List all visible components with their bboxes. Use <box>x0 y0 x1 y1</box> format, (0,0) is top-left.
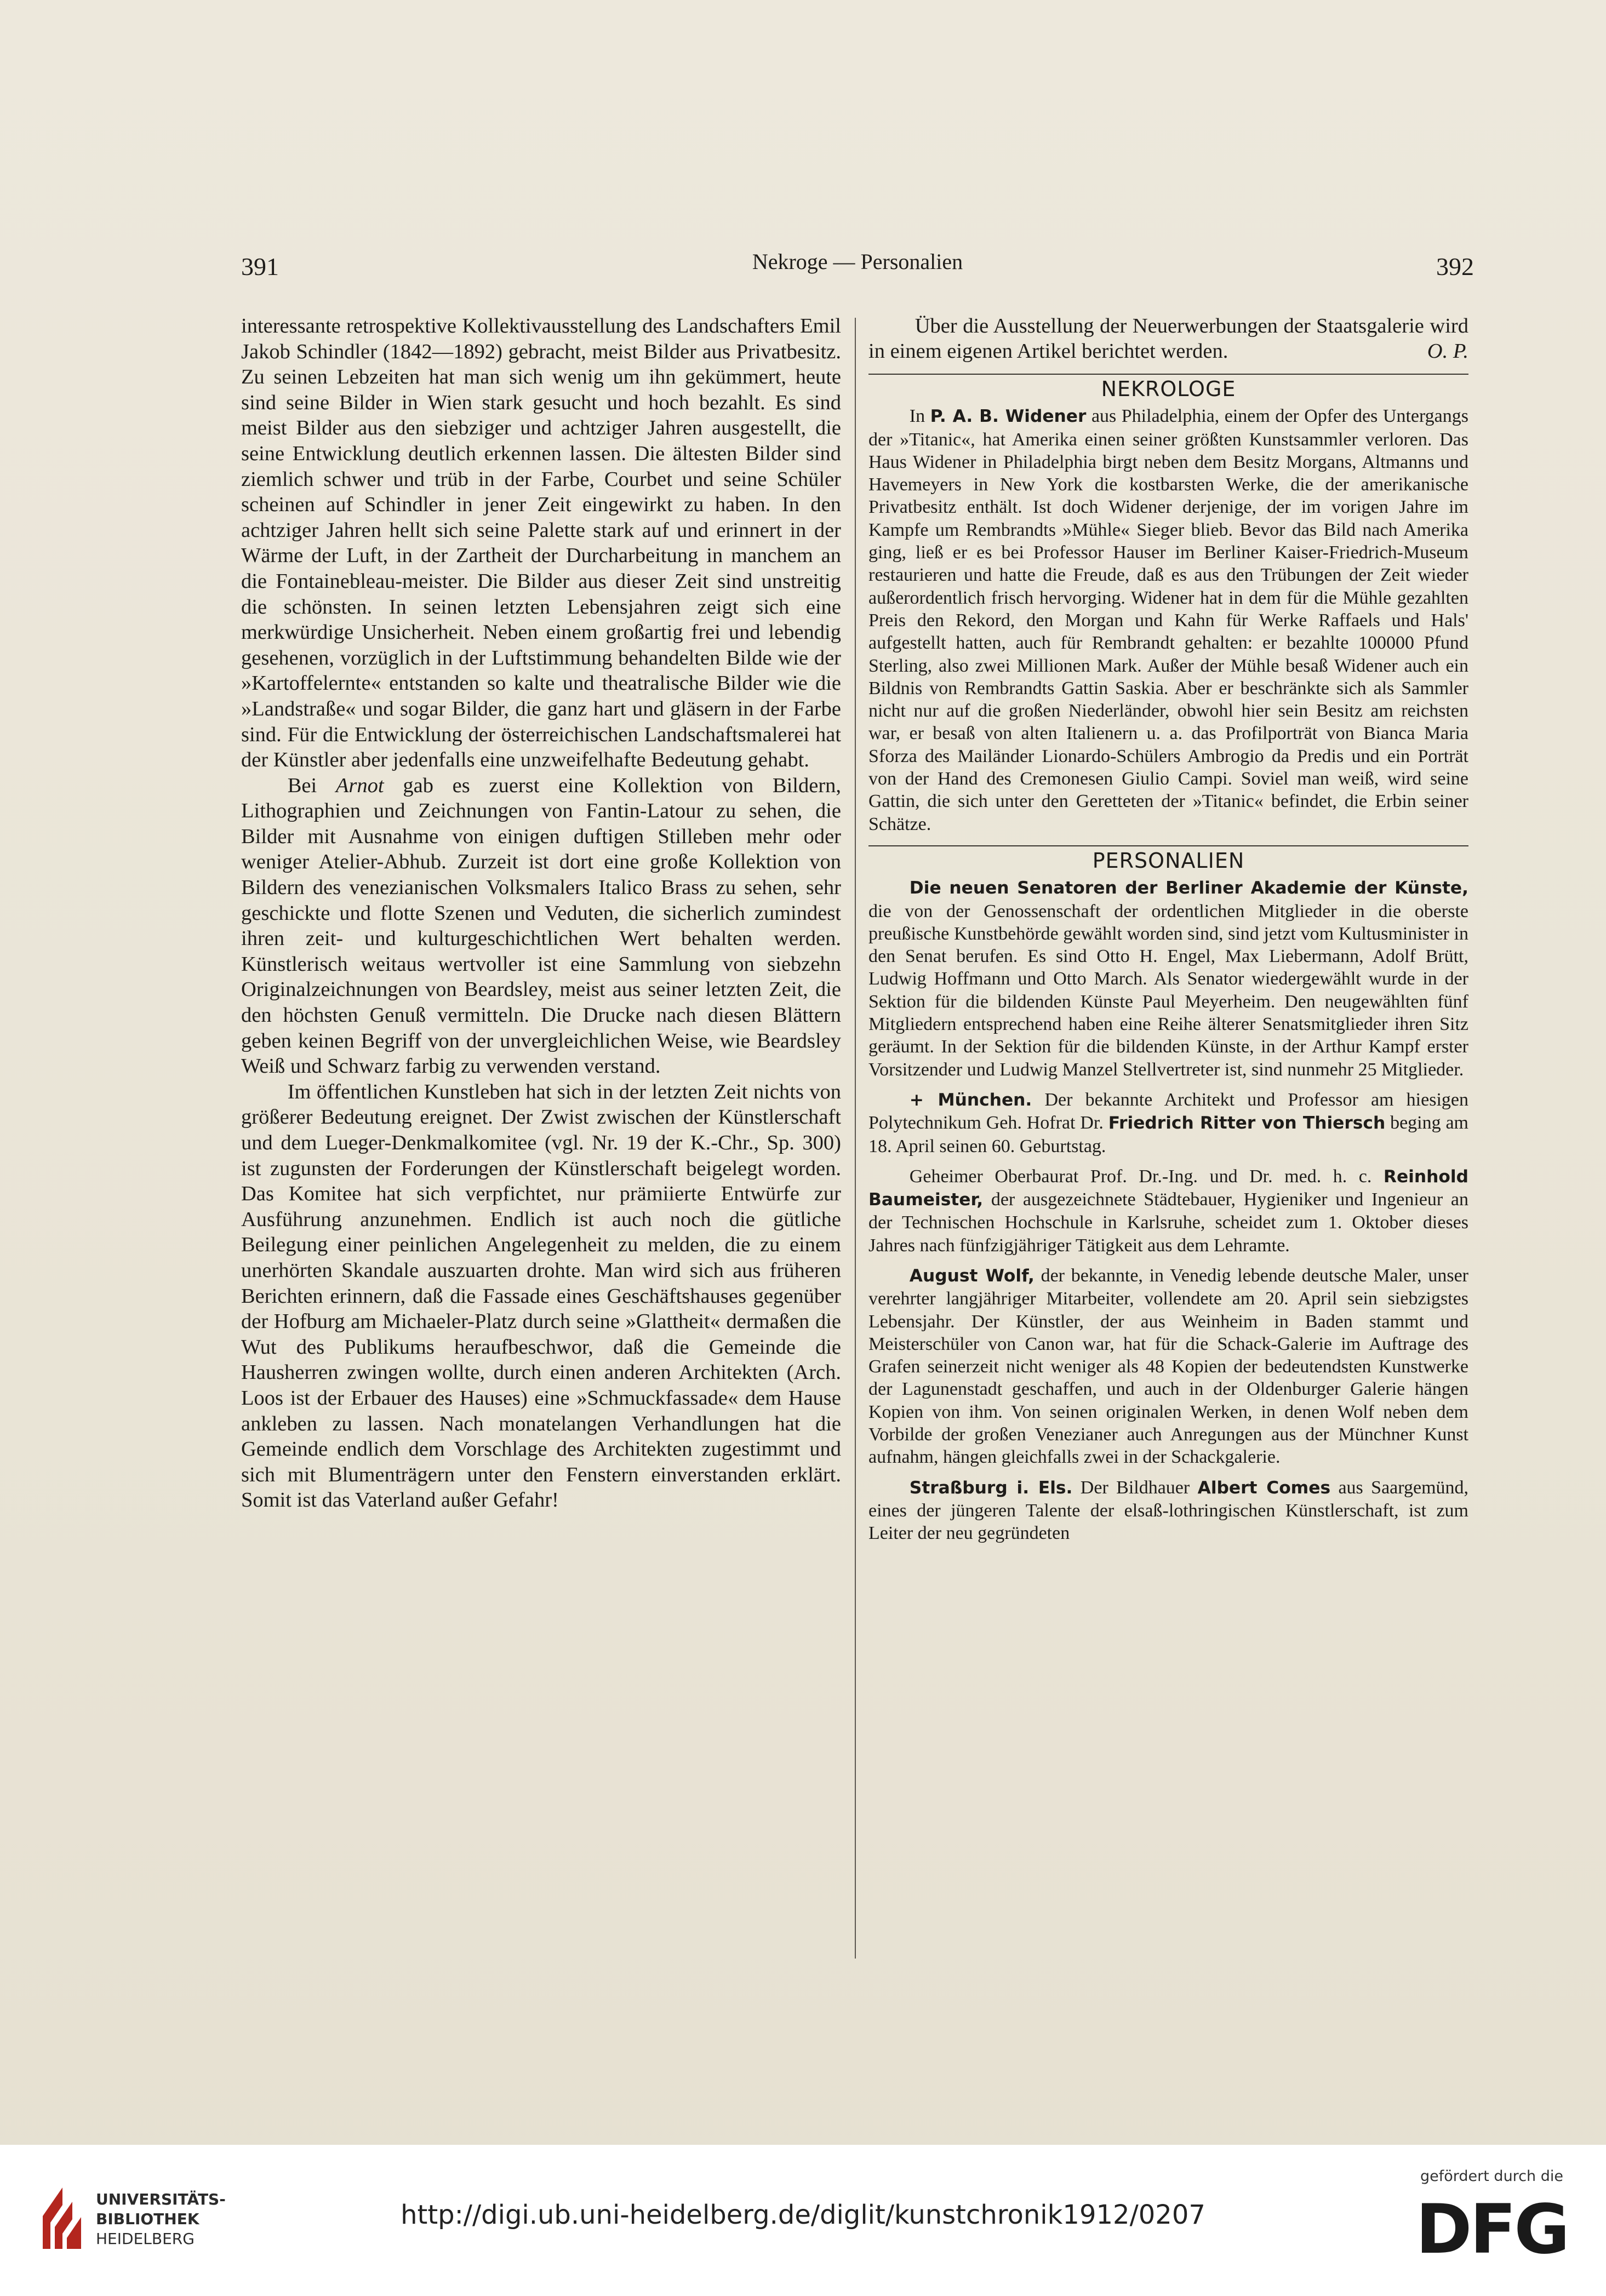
person-name-baumeister: Reinhold Baumeister, <box>868 1166 1468 1210</box>
library-line-2: BIBLIOTHEK <box>96 2210 199 2228</box>
digitization-footer <box>0 2145 1606 2296</box>
baumeister-text-a: Geheimer Oberbaurat Prof. Dr.-Ing. und Dr. med. h. c. <box>909 1166 1372 1187</box>
section-heading-personalien: PERSONALIEN <box>1092 848 1245 873</box>
place-muenchen: + München. <box>909 1090 1032 1110</box>
thiersch-text-a: Der bekannte Architekt und Professor am hiesigen Polytechnikum Geh. Hofrat Dr. <box>868 1089 1468 1133</box>
funding-caption: gefördert durch die <box>1420 2168 1563 2185</box>
permalink-url[interactable]: http://digi.ub.uni-heidelberg.de/diglit/kunstchronik1912/0207 <box>401 2200 1205 2230</box>
person-name-widener: P. A. B. Widener <box>930 406 1087 427</box>
paragraph-thiersch <box>868 1089 1468 1158</box>
running-head <box>241 241 1474 285</box>
baumeister-text-b: der ausgezeichnete Städtebauer, Hygieniker und Ingenieur an der Technischen Hochschule in Karlsruhe, scheidet zum 1. Oktober dieses Jahres nach fünfzigjähriger Tätigkeit aus dem Lehramte. <box>868 1189 1469 1256</box>
author-signature: O. P. <box>1427 340 1468 363</box>
person-name-comes: Albert Comes <box>1197 1478 1331 1498</box>
widener-text: aus Philadelphia, einem der Opfer des Untergangs der »Titanic«, hat Amerika einen seiner größten Kunstsammler verloren. Das Haus Widener in Philadelphia birgt neben dem Besitz Morgans, Altmanns und Havemeyers in New York die kostbarsten Werke, die der amerikanische Privatbesitz enthält. Ist doch Widener derjenige, der im vorigen Jahre im Kampfe um Rembrandts »Mühle« Sieger blieb. Bevor das Bild nach Amerika ging, ließ er es bei Professor Hauser im Berliner Kaiser-Friedrich-Museum restaurieren und hatte die Freude, daß es aus den Trübungen der Zeit wieder außerordentlich frisch hervorging. Widener hat in dem für die Mühle gezahlten Preis den Rekord, den Morgan und Kahn für Werke Raffaels und Hals' aufgestellt hatten, auch für Rembrandt gehalten: er bezahlte 100000 Pfund Sterling, also zwei Millionen Mark. Außer der Mühle besaß Widener auch ein Bildnis von Rembrandts Gattin Saskia. Aber er beschränkte sich als Sammler nicht nur auf die großen Niederländer, obwohl hier sein Besitz am reichsten war, er besaß von alten Italienern u. a. das Profilporträt von Bianca Maria Sforza des Mailänder Lionardo-Schülers Ambrogio da Predis und ein Porträt von der Hand des Cremonesen Giulio Campi. Soviel man weiß, wird seine Gattin, die sich unter den Geretteten der »Titanic« befindet, die Erbin seiner Schätze. <box>868 406 1469 834</box>
widener-lead: In <box>909 406 925 427</box>
senatoren-text: die von der Genossenschaft der ordentlichen Mitglieder in die oberste preußische Kunstbehörde gewählt worden sind, sind jetzt vom Kultusminister in den Senat berufen. Es sind Otto H. Engel, Max Liebermann, Adolf Brütt, Ludwig Hoffmann und Otto March. Als Senator wiedergewählt wurde in der Sektion für die bildenden Künste Paul Meyerheim. Den neugewählten fünf Mitgliedern entsprechend haben eine Reihe älterer Senatsmitglieder ihren Sitz geräumt. In der Sektion für die bildenden Künste, in der Arthur Kampf erster Vorsitzender und Ludwig Manzel Stellvertreter ist, sind nunmehr 25 Mitglieder. <box>868 901 1468 1080</box>
gallery-name-arnot: Arnot <box>335 774 384 797</box>
person-name-thiersch: Friedrich Ritter von Thiersch <box>1108 1113 1386 1133</box>
arnot-text: gab es zuerst eine Kollektion von Bildern, Lithographien und Zeichnungen von Fantin-Latour zu sehen, die Bilder mit Ausnahme von einigen duftigen Stilleben mehr oder weniger Atelier-Abhub. Zurzeit ist dort eine große Kollektion von Bildern des venezianischen Volksmalers Italico Brass zu sehen, sehr geschickte und flotte Szenen und Veduten, die sicherlich zumindest ihren zeit- und kulturgeschichtlichen Wert behalten werden. Künstlerisch weitaus wertvoller ist eine Sammlung von siebzehn Originalzeichnungen von Beardsley, meist aus seiner letzten Zeit, die den höchsten Genuß vermitteln. Die Drucke nach diesen Blättern geben keinen Begriff von der unvergleichlichen Weise, wie Beardsley Weiß und Schwarz farbig zu verwenden verstand. <box>241 774 842 1078</box>
comes-text-b: aus Saargemünd, eines der jüngeren Talente der elsaß-lothringischen Künstlerschaft, ist zum Leiter der neu gegründeten <box>868 1477 1469 1544</box>
thiersch-text-b: beging am 18. April seinen 60. Geburtstag. <box>868 1113 1468 1156</box>
comes-text-a: Der Bildhauer <box>1080 1477 1190 1498</box>
paragraph-staatsgalerie <box>868 313 1468 364</box>
left-column <box>241 313 841 1513</box>
right-column <box>868 313 1468 1545</box>
staatsgalerie-text: Über die Ausstellung der Neuerwerbungen der Staatsgalerie wird in einem eigenen Artikel berichtet werden. <box>868 314 1468 363</box>
dfg-logo-icon: DFG <box>1415 2190 1568 2269</box>
heading-senatoren: Die neuen Senatoren der Berliner Akademie der Künste, <box>909 878 1468 898</box>
place-strassburg: Straßburg i. Els. <box>909 1478 1073 1498</box>
wolf-text: der bekannte, in Venedig lebende deutsche Maler, unser verehrter langjähriger Mitarbeiter, vollendete am 20. April sein siebzigstes Lebensjahr. Der Künstler, der aus Weinheim in Baden stammt und Meisterschüler von Canon war, hat für die Schack-Galerie im Auftrage des Grafen seinerzeit nicht weniger als 48 Kopien der bedeutendsten Kunstwerke der Lagunenstadt geschaffen, und auch in der Oldenburger Galerie hängen Kopien von ihm. Von seinen originalen Werken, in denen Wolf neben dem Vorbilde der großen Venezianer auch Anregungen aus der Münchner Kunst aufnahm, hängen gleichfalls zwei in der Schackgalerie. <box>868 1265 1468 1468</box>
section-rule <box>868 845 1468 846</box>
paragraph-comes <box>868 1476 1468 1545</box>
paragraph-schindler: interessante retrospektive Kollektivausstellung des Landschafters Emil Jakob Schindler (1842—1892) gebracht, meist Bilder aus Privatbesitz. Zu seinen Lebzeiten hat man sich wenig um ihn gekümmert, heute sind seine Bilder in Wien stark gesucht und hoch bezahlt. Es sind meist Bilder aus den siebziger und achtziger Jahren ausgestellt, die seine Entwicklung deutlich erkennen lassen. Die ältesten Bilder sind ziemlich schwer und trüb in der Farbe, Courbet und seine Schüler scheinen auf Schindler in jener Zeit eingewirkt zu haben. In den achtziger Jahren hellt sich seine Palette stark auf und erinnert in der Wärme der Luft, in der Zartheit der Durcharbeitung in manchem an die Fontainebleau-meister. Die Bilder aus dieser Zeit sind unstreitig die schönsten. In seinen letzten Lebensjahren zeigt sich eine merkwürdige Unsicherheit. Neben einem großartig frei und lebendig gesehenen, vorzüglich in der Luftstimmung behandelten Bilde wie der »Kartoffelernte« entstanden so kalte und theatralische Bilder wie die »Landstraße« und sogar Bilder, die ganz hart und gläsern in der Farbe sind. Für die Entwicklung der österreichischen Landschaftsmalerei hat der Künstler aber jedenfalls eine unzweifelhafte Bedeutung gehabt. <box>241 314 841 772</box>
page-number-left: 391 <box>241 253 279 280</box>
library-line-3: HEIDELBERG <box>96 2230 195 2248</box>
person-name-wolf: August Wolf, <box>909 1266 1035 1286</box>
page-number-right: 392 <box>1436 253 1474 280</box>
arnot-lead: Bei <box>287 774 317 797</box>
paragraph-arnot <box>241 773 841 1079</box>
paragraph-senatoren <box>868 877 1468 1081</box>
library-line-1: UNIVERSITÄTS- <box>96 2190 226 2208</box>
section-rule <box>868 374 1468 375</box>
column-divider <box>855 318 856 1959</box>
paragraph-wolf <box>868 1264 1468 1469</box>
paragraph-baumeister <box>868 1165 1468 1257</box>
running-title: Nekroge — Personalien <box>752 249 963 274</box>
paragraph-widener <box>868 405 1468 835</box>
section-heading-nekrologe: NEKROLOGE <box>1101 377 1236 401</box>
paragraph-kunstleben: Im öffentlichen Kunstleben hat sich in der letzten Zeit nichts von größerer Bedeutung ereignet. Der Zwist zwischen der Künstlerschaft und dem Lueger-Denkmalkomitee (vgl. Nr. 19 der K.-Chr., Sp. 300) ist zugunsten der Forderungen der Künstlerschaft beigelegt worden. Das Komitee hat sich verpfichtet, nur prämiierte Entwürfe zur Ausführung anzunehmen. Endlich ist auch noch die gütliche Beilegung einer peinlichen Angelegenheit zu melden, die zu einem unerhörten Skandale auszuarten drohte. Man wird sich aus früheren Berichten erinnern, daß die Fassade eines Geschäftshauses gegenüber der Hofburg am Michaeler-Platz durch seine »Glattheit« dermaßen die Wut des Publikums heraufbeschwor, daß die Gemeinde die Hausherren zwingen wollte, durch einen anderen Architekten (Arch. Loos ist der Erbauer des Hauses) eine »Schmuckfassade« dem Hause ankleben zu lassen. Nach monatelangen Verhandlungen hat die Gemeinde endlich dem Vorschlage des Architekten zugestimmt und sich mit Blumenträgern unter den Fenstern einverstanden erklärt. Somit ist das Vaterland außer Gefahr! <box>241 1080 841 1512</box>
